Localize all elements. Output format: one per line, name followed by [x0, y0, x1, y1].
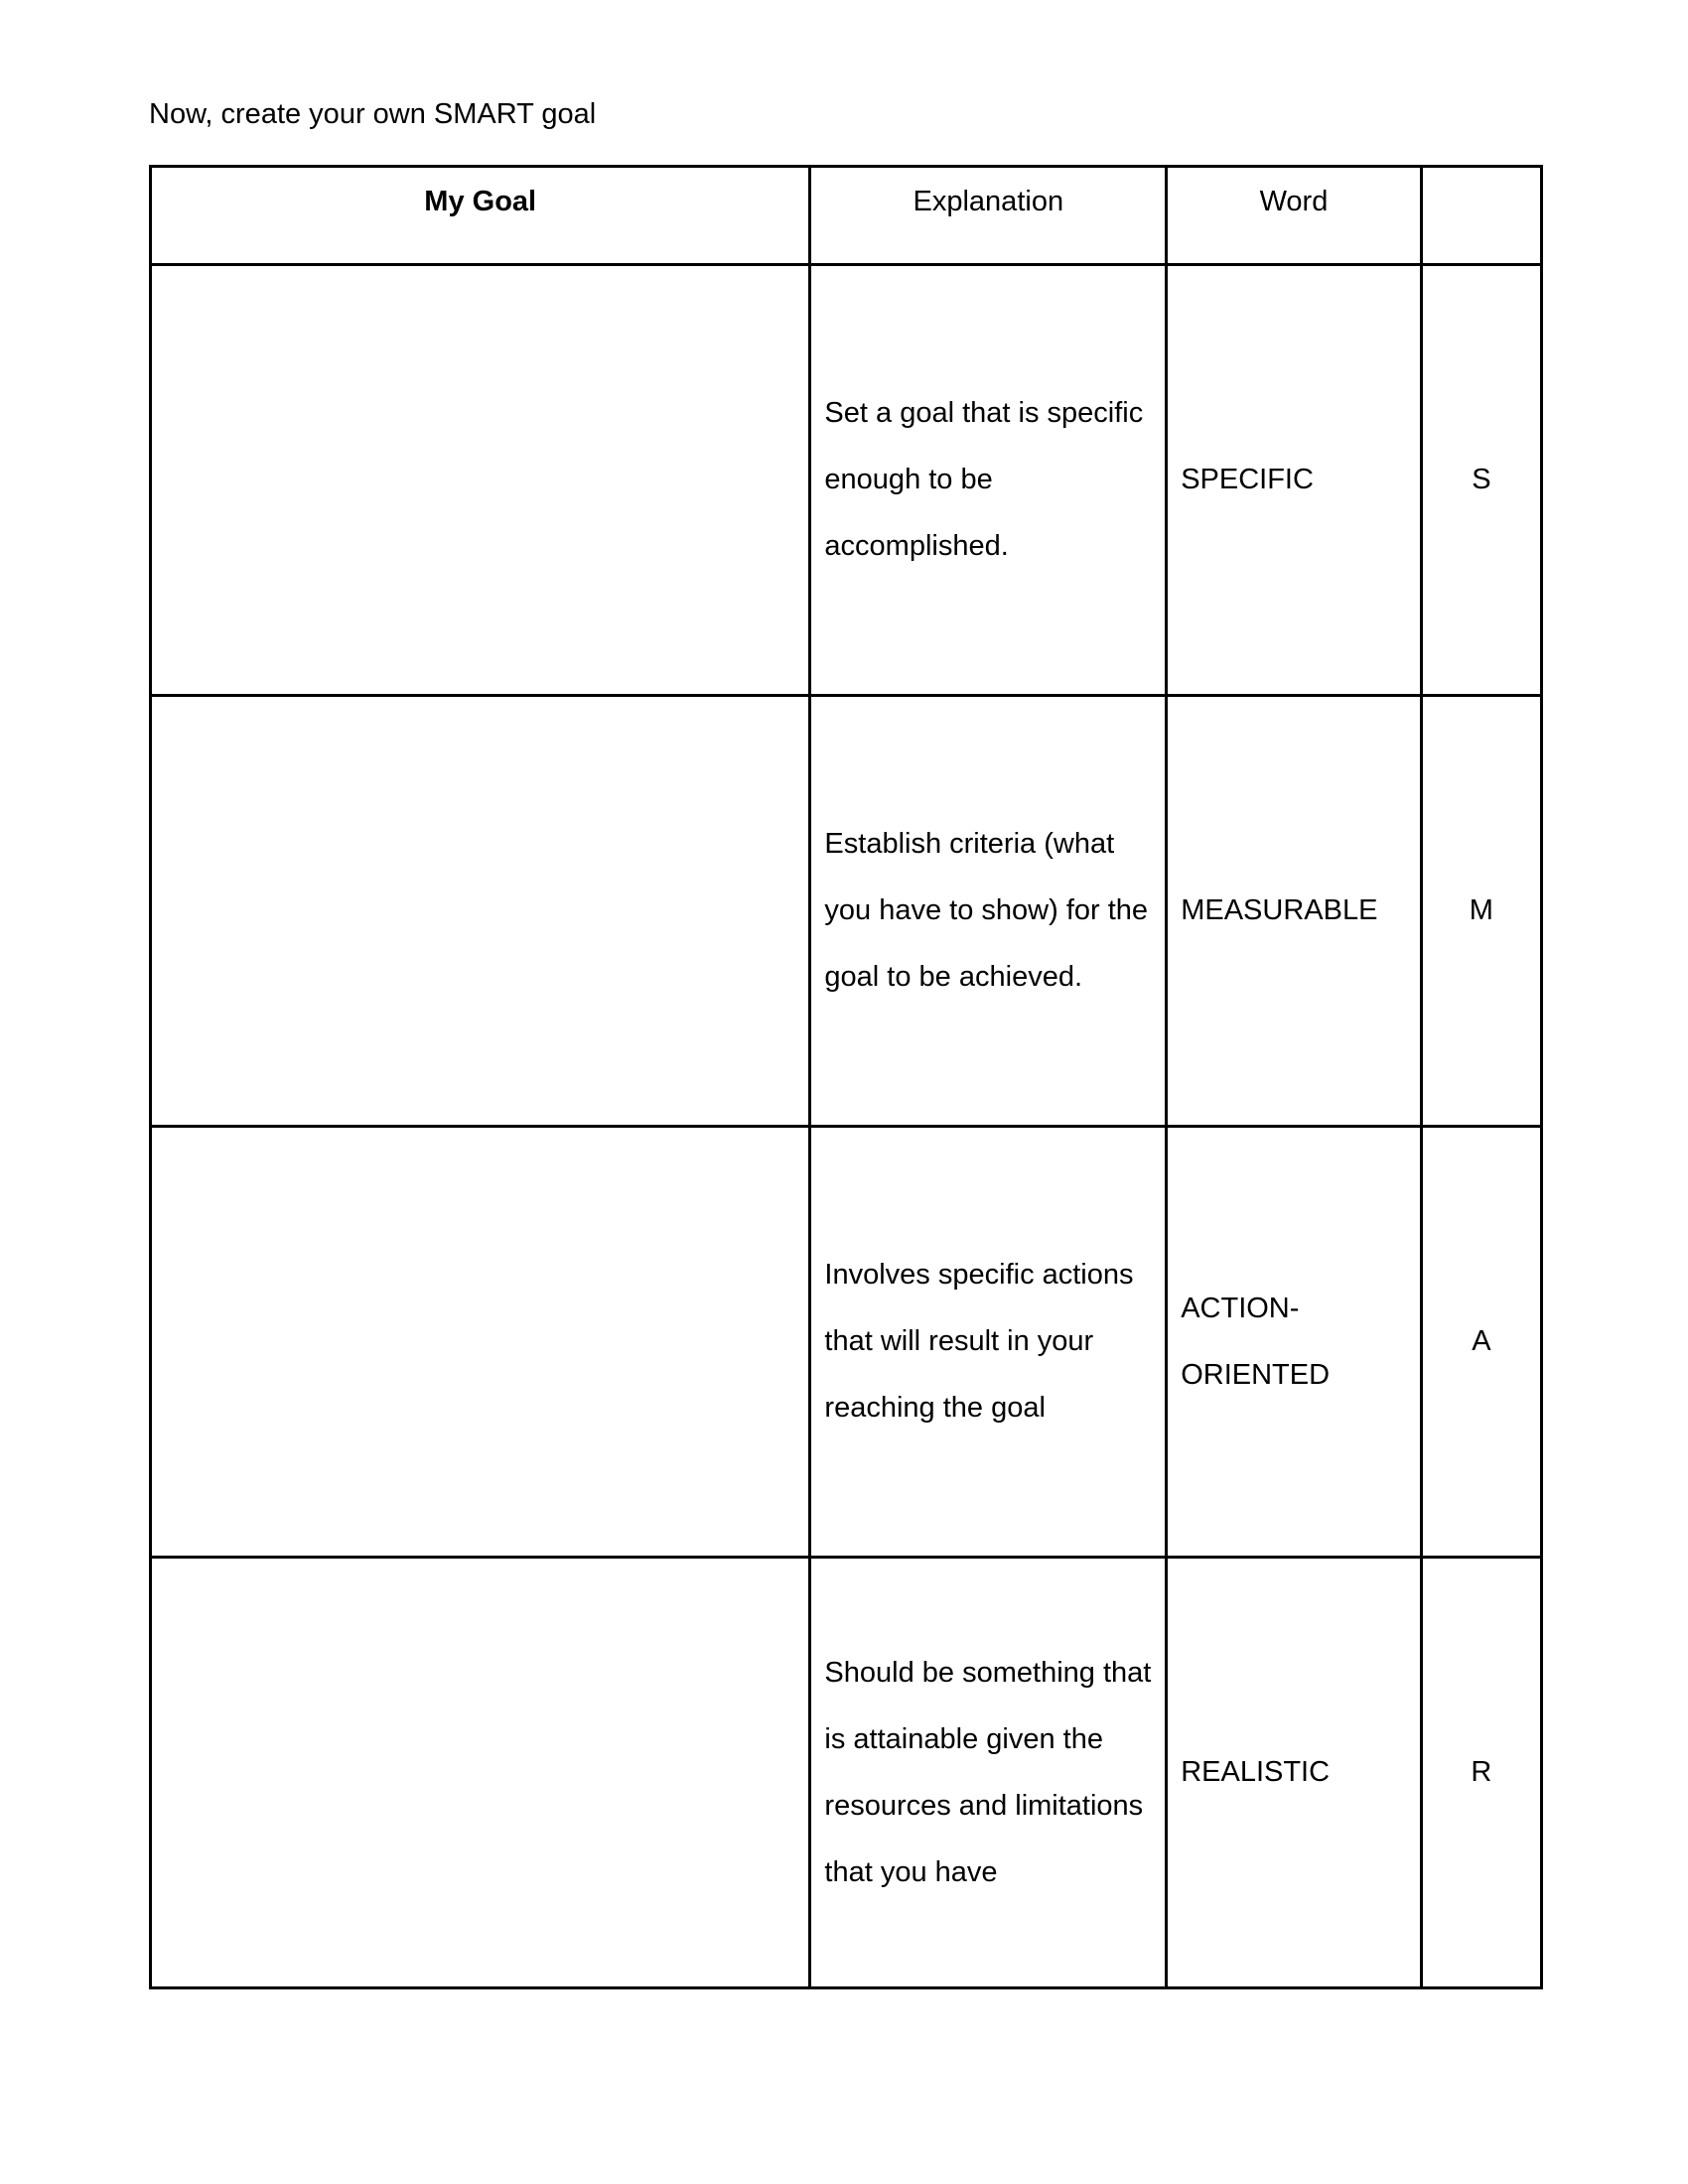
explanation-cell-action-oriented — [810, 1127, 1167, 1558]
table-row-action-oriented — [151, 1127, 1542, 1558]
intro-instruction: Now, create your own SMART goal — [149, 98, 597, 130]
smart-goal-table — [149, 165, 1543, 1989]
header-explanation-label: Explanation — [913, 186, 1064, 217]
header-my-goal — [151, 167, 810, 265]
explanation-cell-realistic — [810, 1558, 1167, 1988]
explanation-text-realistic: Should be something that is attainable given the resources and limitations that you have — [824, 1656, 1152, 1888]
explanation-text-measurable: Establish criteria (what you have to show) for the goal to be achieved. — [824, 828, 1149, 993]
goal-cell-action-oriented[interactable] — [151, 1127, 810, 1558]
explanation-text-action-oriented: Involves specific actions that will result in your reaching the goal — [824, 1259, 1134, 1424]
goal-cell-realistic[interactable] — [151, 1558, 810, 1988]
letter-cell-action-oriented: A — [1421, 1127, 1541, 1558]
letter-cell-specific: S — [1421, 265, 1541, 696]
word-cell-specific — [1167, 265, 1422, 696]
header-letter-label — [1423, 168, 1540, 184]
explanation-cell-specific — [810, 265, 1167, 696]
goal-cell-specific[interactable] — [151, 265, 810, 696]
table-row-measurable — [151, 696, 1542, 1127]
table-row-realistic — [151, 1558, 1542, 1988]
header-my-goal-label: My Goal — [424, 186, 537, 217]
word-text-measurable: MEASURABLE — [1181, 894, 1378, 926]
goal-cell-measurable[interactable] — [151, 696, 810, 1127]
header-word-label: Word — [1259, 186, 1329, 217]
word-cell-action-oriented — [1167, 1127, 1422, 1558]
word-text-specific: SPECIFIC — [1181, 464, 1314, 495]
explanation-cell-measurable — [810, 696, 1167, 1127]
table-header-row — [151, 167, 1542, 265]
word-cell-realistic — [1167, 1558, 1422, 1988]
explanation-text-specific: Set a goal that is specific enough to be accomplished. — [824, 397, 1144, 562]
letter-cell-realistic: R — [1421, 1558, 1541, 1988]
word-text-action-oriented: ACTION-ORIENTED — [1181, 1292, 1331, 1391]
word-cell-measurable — [1167, 696, 1422, 1127]
word-text-realistic: REALISTIC — [1181, 1756, 1331, 1788]
table-row-specific — [151, 265, 1542, 696]
header-explanation — [810, 167, 1167, 265]
letter-cell-measurable: M — [1421, 696, 1541, 1127]
header-letter — [1421, 167, 1541, 265]
header-word — [1167, 167, 1422, 265]
